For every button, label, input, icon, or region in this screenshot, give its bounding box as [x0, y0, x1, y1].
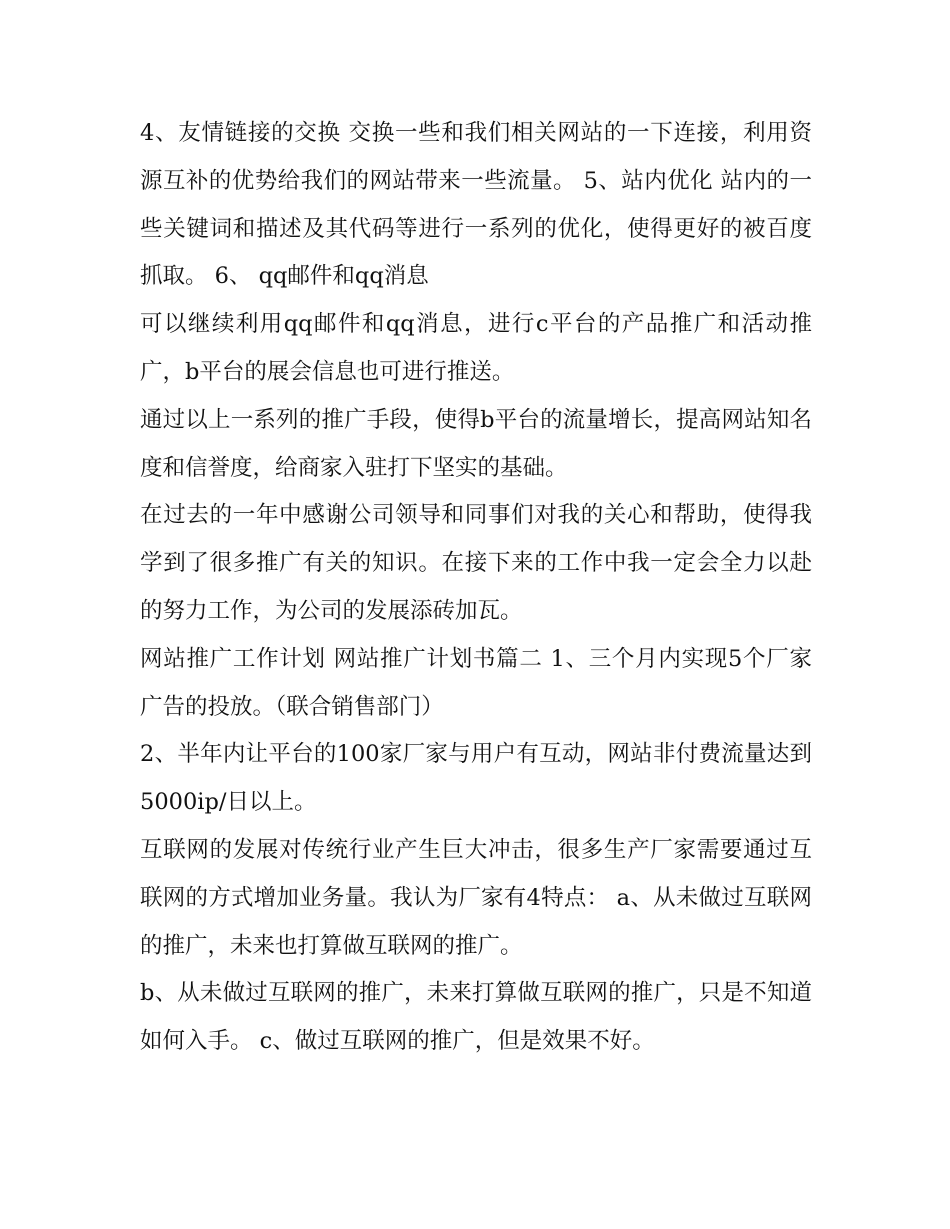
- paragraph-industry-analysis: 互联网的发展对传统行业产生巨大冲击，很多生产厂家需要通过互联网的方式增加业务量。我认为厂家有4特点： a、从未做过互联网的推广，未来也打算做互联网的推广。: [140, 836, 812, 959]
- document-body: [140, 110, 812, 1066]
- paragraph-plan-goal-1: 网站推广工作计划 网站推广计划书篇二 1、三个月内实现5个厂家广告的投放。（联合销售部门）: [140, 645, 812, 720]
- paragraph-plan-goal-2: 2、半年内让平台的100家厂家与用户有互动，网站非付费流量达到5000ip/日以上。: [140, 741, 812, 816]
- paragraph-link-exchange-onsite-optimization-qq: 4、友情链接的交换 交换一些和我们相关网站的一下连接，利用资源互补的优势给我们的网站带来一些流量。 5、站内优化 站内的一些关键词和描述及其代码等进行一系列的优化，使得更好的被百度抓取。 6、 qq邮件和qq消息: [140, 120, 812, 290]
- paragraph-manufacturer-types: b、从未做过互联网的推广，未来打算做互联网的推广，只是不知道如何入手。 c、做过互联网的推广，但是效果不好。: [140, 980, 812, 1055]
- paragraph-promotion-summary: 通过以上一系列的推广手段，使得b平台的流量增长，提高网站知名度和信誉度，给商家入驻打下坚实的基础。: [140, 406, 812, 481]
- paragraph-qq-promotion: 可以继续利用qq邮件和qq消息，进行c平台的产品推广和活动推广，b平台的展会信息也可进行推送。: [140, 311, 812, 385]
- paragraph-thanks: 在过去的一年中感谢公司领导和同事们对我的关心和帮助，使得我学到了很多推广有关的知识。在接下来的工作中我一定会全力以赴的努力工作，为公司的发展添砖加瓦。: [140, 502, 812, 624]
